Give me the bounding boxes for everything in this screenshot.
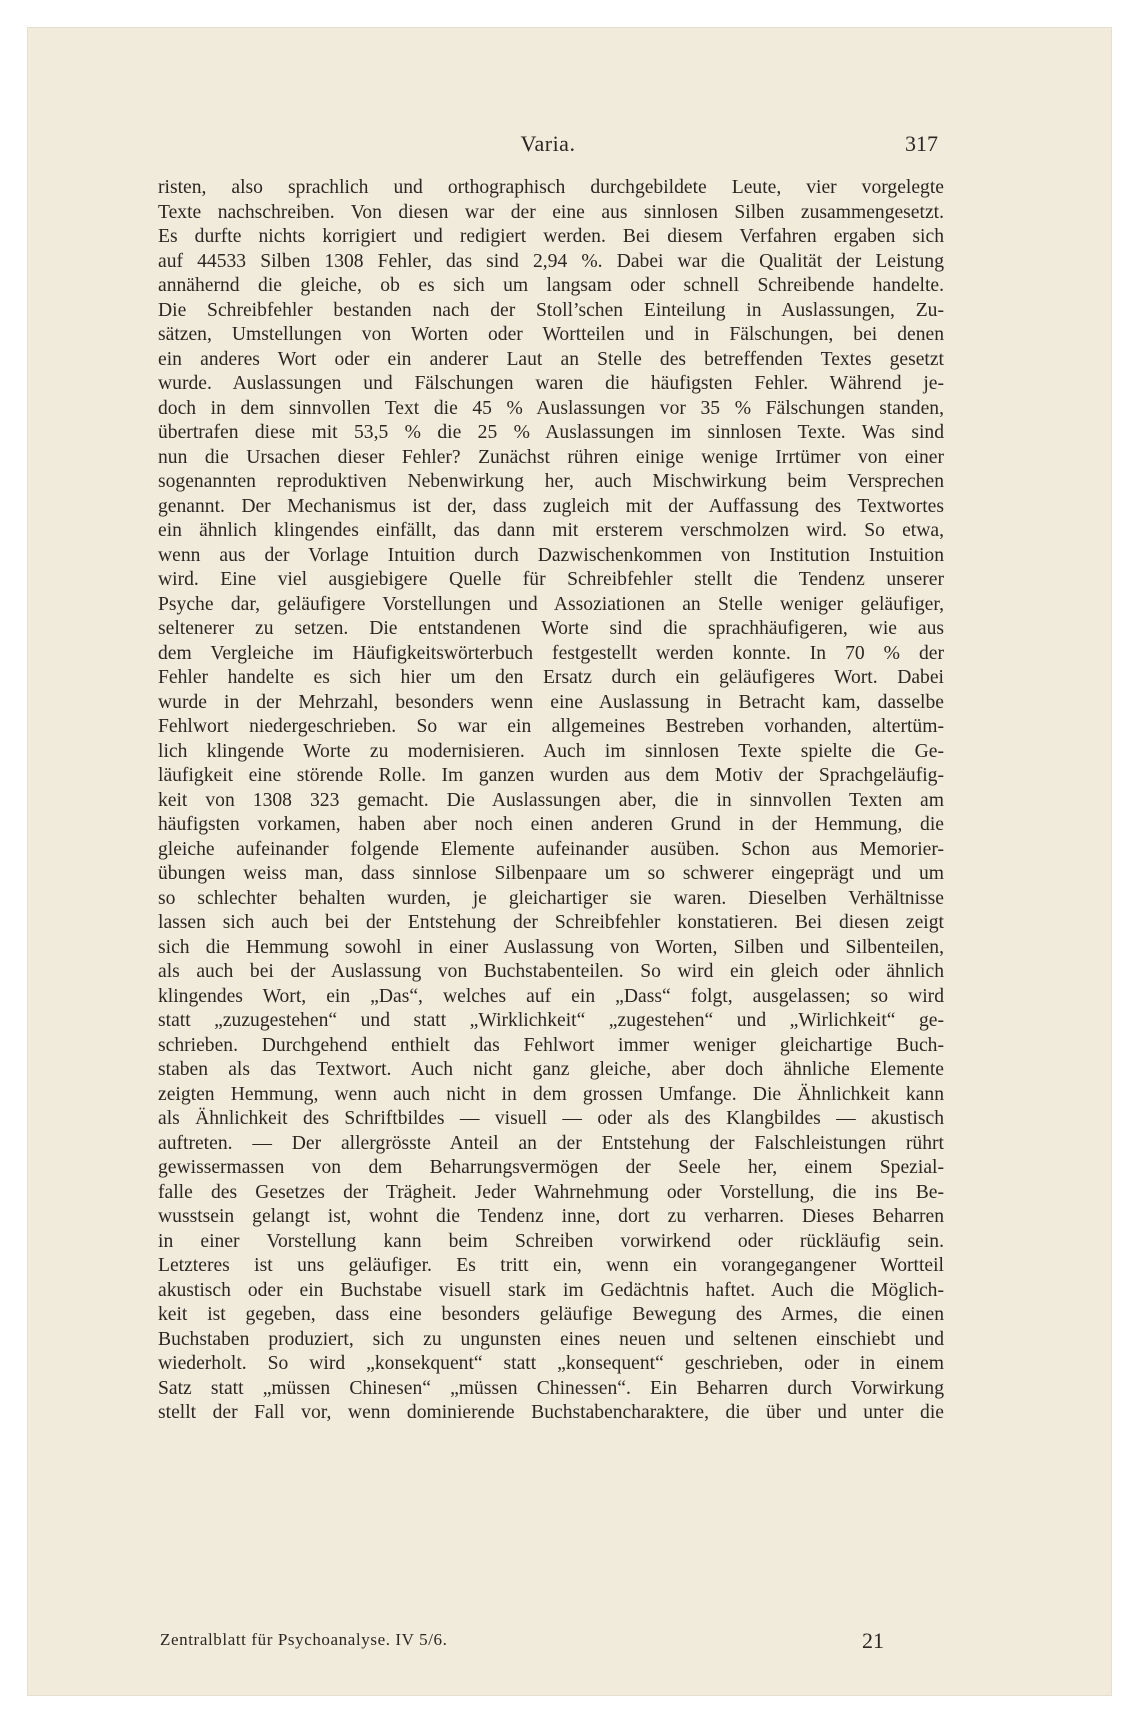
- text-line: dem Vergleiche im Häufigkeitswörterbuch festgestellt werden konnte. In 70 % der: [158, 642, 944, 664]
- section-title: Varia.: [520, 131, 576, 156]
- text-line: doch in dem sinnvollen Text die 45 % Auslassungen vor 35 % Fälschungen standen,: [158, 397, 944, 419]
- text-line: keit von 1308 323 gemacht. Die Auslassungen aber, die in sinnvollen Texten am: [158, 789, 944, 811]
- text-line: auftreten. — Der allergrösste Anteil an der Entstehung der Falschleistungen rührt: [158, 1132, 944, 1154]
- text-line: wurde. Auslassungen und Fälschungen waren die häufigsten Fehler. Während je-: [158, 373, 944, 394]
- text-line: häufigsten vorkamen, haben aber noch einen anderen Grund in der Hemmung, die: [158, 814, 944, 835]
- text-line: läufigkeit eine störende Rolle. Im ganzen wurden aus dem Motiv der Sprachgeläufig-: [158, 765, 944, 786]
- text-line: wird. Eine viel ausgiebigere Quelle für Schreibfehler stellt die Tendenz unserer: [158, 569, 944, 590]
- page-footer: [160, 1628, 940, 1656]
- text-line: schrieben. Durchgehend enthielt das Fehlwort immer weniger gleichartige Buch-: [158, 1034, 944, 1056]
- text-line: statt „zuzugestehen“ und statt „Wirklichkeit“ „zugestehen“ und „Wirlichkeit“ ge-: [158, 1010, 944, 1031]
- text-line: annähernd die gleiche, ob es sich um langsam oder schnell Schreibende handelte.: [158, 275, 944, 296]
- text-line: keit ist gegeben, dass eine besonders geläufige Bewegung des Armes, die einen: [158, 1304, 944, 1325]
- text-line: sätzen, Umstellungen von Worten oder Wortteilen und in Fälschungen, bei denen: [158, 324, 944, 345]
- text-line: Fehler handelte es sich hier um den Ersatz durch ein geläufigeres Wort. Dabei: [158, 667, 944, 688]
- text-line: als auch bei der Auslassung von Buchstabenteilen. So wird ein gleich oder ähnlich: [158, 961, 944, 982]
- text-line: gewissermassen von dem Beharrungsvermögen der Seele her, einem Spezial-: [158, 1157, 944, 1178]
- text-line: risten, also sprachlich und orthographisch durchgebildete Leute, vier vorgelegte: [158, 177, 944, 198]
- text-line: ein ähnlich klingendes einfällt, das dann mit ersterem verschmolzen wird. So etwa,: [158, 520, 944, 541]
- text-line: staben als das Textwort. Auch nicht ganz gleiche, aber doch ähnliche Elemente: [158, 1059, 944, 1080]
- text-line: gleiche aufeinander folgende Elemente aufeinander ausüben. Schon aus Memorier-: [158, 838, 944, 860]
- text-line: seltenerer zu setzen. Die entstandenen Worte sind die sprachhäufigeren, wie aus: [158, 618, 944, 639]
- text-line: in einer Vorstellung kann beim Schreiben vorwirkend oder rückläufig sein.: [158, 1230, 944, 1252]
- text-line: so schlechter behalten wurden, je gleichartiger sie waren. Dieselben Verhältnisse: [158, 887, 944, 909]
- body-text: [158, 176, 944, 1426]
- text-line: Texte nachschreiben. Von diesen war der eine aus sinnlosen Silben zusammengesetzt.: [158, 201, 944, 223]
- journal-reference: Zentralblatt für Psychoanalyse. IV 5/6.: [160, 1630, 448, 1649]
- text-line: lassen sich auch bei der Entstehung der Schreibfehler konstatieren. Bei diesen zeigt: [158, 912, 944, 933]
- text-line: Die Schreibfehler bestanden nach der Stoll’schen Einteilung in Auslassungen, Zu-: [158, 299, 944, 321]
- text-line: Buchstaben produziert, sich zu ungunsten eines neuen und seltenen einschiebt und: [158, 1328, 944, 1350]
- text-line: Satz statt „müssen Chinesen“ „müssen Chinessen“. Ein Beharren durch Vorwirkung: [158, 1377, 944, 1399]
- text-line: wurde in der Mehrzahl, besonders wenn eine Auslassung in Betracht kam, dasselbe: [158, 691, 944, 713]
- text-line: wiederholt. So wird „konsekquent“ statt „konsequent“ geschrieben, oder in einem: [158, 1353, 944, 1374]
- text-line: lich klingende Worte zu modernisieren. Auch im sinnlosen Texte spielte die Ge-: [158, 740, 944, 762]
- text-line: Fehlwort niedergeschrieben. So war ein allgemeines Bestreben vorhanden, altertüm-: [158, 716, 944, 737]
- text-line: wusstsein gelangt ist, wohnt die Tendenz inne, dort zu verharren. Dieses Beharren: [158, 1206, 944, 1227]
- text-line: zeigten Hemmung, wenn auch nicht in dem grossen Umfange. Die Ähnlichkeit kann: [158, 1083, 944, 1105]
- text-line: ein anderes Wort oder ein anderer Laut an Stelle des betreffenden Textes gesetzt: [158, 348, 944, 370]
- text-line: falle des Gesetzes der Trägheit. Jeder Wahrnehmung oder Vorstellung, die ins Be-: [158, 1181, 944, 1203]
- text-line: stellt der Fall vor, wenn dominierende Buchstabencharaktere, die über und unter die: [158, 1402, 944, 1423]
- text-line: nun die Ursachen dieser Fehler? Zunächst rühren einige wenige Irrtümer von einer: [158, 446, 944, 468]
- text-line: auf 44533 Silben 1308 Fehler, das sind 2,94 %. Dabei war die Qualität der Leistung: [158, 250, 944, 272]
- text-line: Es durfte nichts korrigiert und redigiert werden. Bei diesem Verfahren ergaben sich: [158, 226, 944, 247]
- text-line: Psyche dar, geläufigere Vorstellungen und Assoziationen an Stelle weniger geläufiger,: [158, 593, 944, 615]
- text-line: wenn aus der Vorlage Intuition durch Dazwischenkommen von Institution Instuition: [158, 544, 944, 566]
- page-number: 317: [905, 131, 938, 156]
- text-line: akustisch oder ein Buchstabe visuell stark im Gedächtnis haftet. Auch die Möglich-: [158, 1279, 944, 1301]
- text-line: übungen weiss man, dass sinnlose Silbenpaare um so schwerer eingeprägt und um: [158, 863, 944, 884]
- printer-signature: 21: [862, 1628, 884, 1653]
- text-line: Letzteres ist uns geläufiger. Es tritt ein, wenn ein vorangegangener Wortteil: [158, 1255, 944, 1276]
- text-line: genannt. Der Mechanismus ist der, dass zugleich mit der Auffassung des Textwortes: [158, 495, 944, 517]
- text-line: sogenannten reproduktiven Nebenwirkung her, auch Mischwirkung beim Versprechen: [158, 471, 944, 492]
- text-line: klingendes Wort, ein „Das“, welches auf ein „Dass“ folgt, ausgelassen; so wird: [158, 985, 944, 1007]
- running-header: [158, 131, 938, 159]
- text-line: als Ähnlichkeit des Schriftbildes — visuell — oder als des Klangbildes — akustisch: [158, 1108, 944, 1129]
- text-line: sich die Hemmung sowohl in einer Auslassung von Worten, Silben und Silbenteilen,: [158, 936, 944, 958]
- text-line: übertrafen diese mit 53,5 % die 25 % Auslassungen im sinnlosen Texte. Was sind: [158, 422, 944, 443]
